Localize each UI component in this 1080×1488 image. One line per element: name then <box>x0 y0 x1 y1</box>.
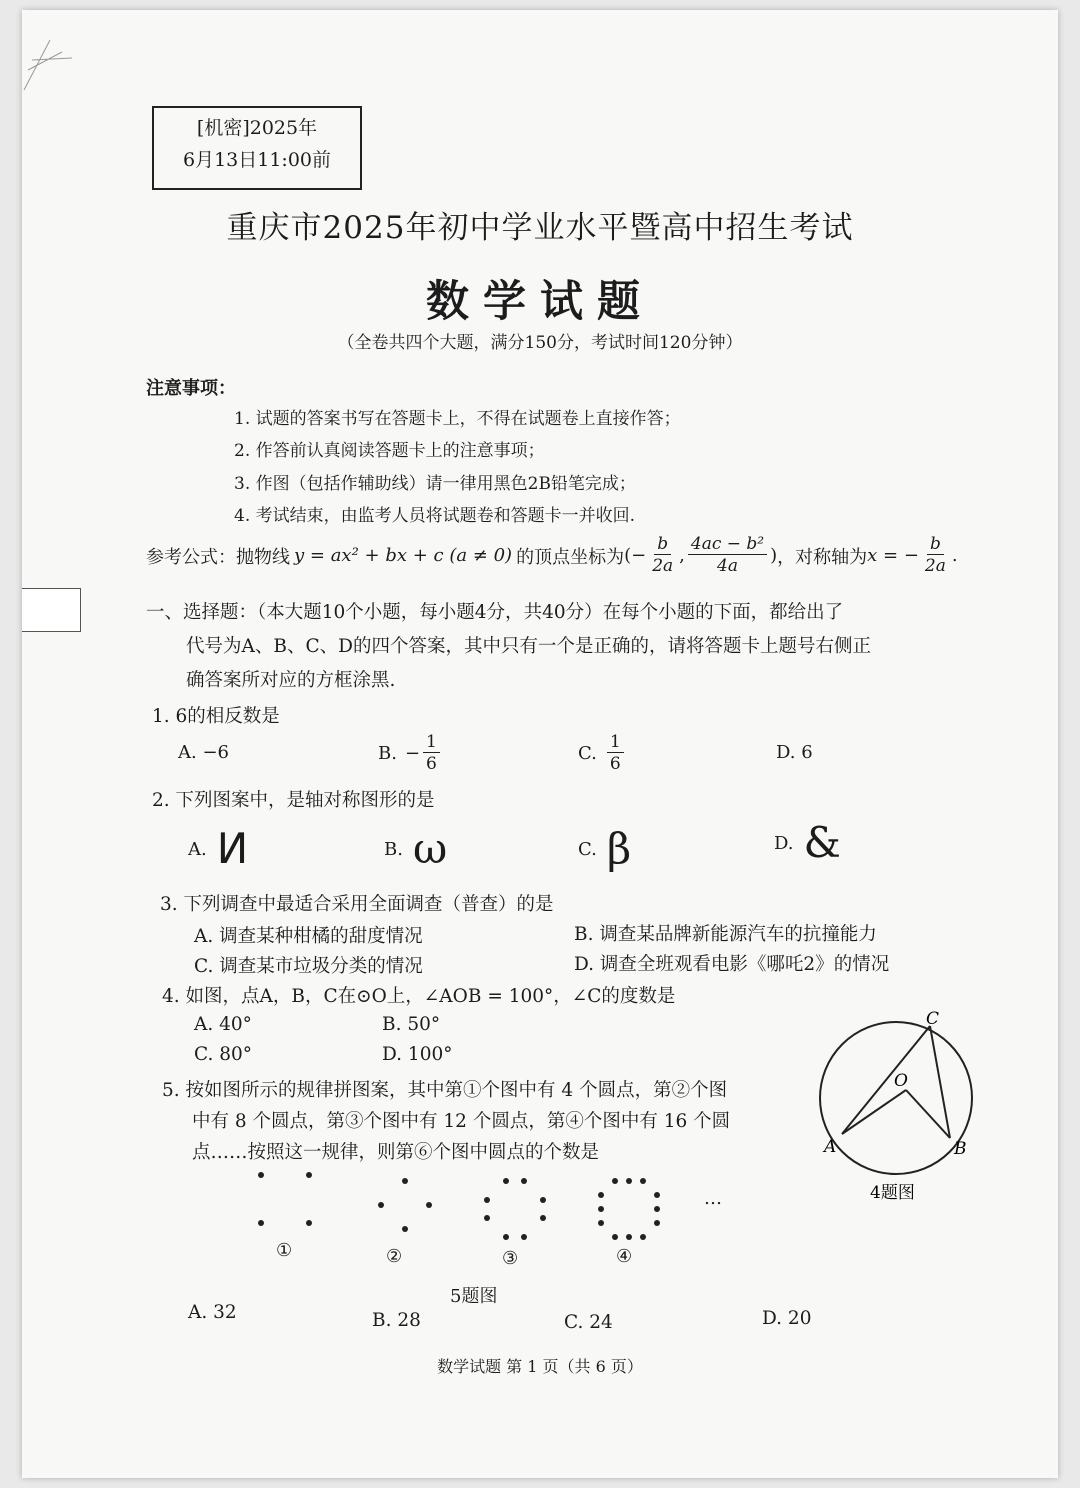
section-line: 代号为A、B、C、D的四个答案，其中只有一个是正确的，请将答题卡上题号右侧正 <box>186 636 871 657</box>
question-2-stem: 2. 下列图案中，是轴对称图形的是 <box>152 790 435 811</box>
side-tab <box>22 588 81 632</box>
fraction: $\frac{b}{2a}$ <box>652 534 674 576</box>
question-5-line1: 5. 按如图所示的规律拼图案，其中第①个图中有 4 个圆点，第②个图 <box>162 1080 728 1101</box>
pattern-dot <box>626 1234 632 1240</box>
segment-ao <box>842 1090 906 1134</box>
subject-title: 数学试题 <box>426 277 654 327</box>
pattern-dot <box>426 1202 432 1208</box>
label-o: O <box>894 1071 908 1091</box>
pattern-dot <box>306 1220 312 1226</box>
segment-ac <box>842 1026 930 1134</box>
q2-option-a: A. И <box>188 824 249 873</box>
fraction: $\frac{\text{4ac − b²}}{4a}$ <box>688 534 767 577</box>
pattern-dot <box>598 1206 604 1212</box>
q2-option-d: D. & <box>774 818 841 867</box>
pattern-dot <box>258 1172 264 1178</box>
pattern-dot <box>540 1215 546 1221</box>
pattern-dot <box>612 1234 618 1240</box>
q4-figure-caption: 4题图 <box>870 1183 915 1200</box>
q3-option-b: B. 调查某品牌新能源汽车的抗撞能力 <box>574 924 877 945</box>
q1-option-b: B. − $\frac{1}{6}$ <box>378 732 443 775</box>
note-item: 1. 试题的答案书写在答题卡上，不得在试题卷上直接作答； <box>234 409 681 429</box>
pattern-dot <box>402 1178 408 1184</box>
question-1-stem: 1. 6的相反数是 <box>152 706 280 727</box>
q1-option-d: D. 6 <box>776 742 813 763</box>
q5-ellipsis: … <box>704 1188 722 1209</box>
q5-figure-caption: 5题图 <box>450 1286 498 1307</box>
q5-fig-label-3: ③ <box>502 1248 519 1269</box>
q4-option-c: C. 80° <box>194 1044 253 1065</box>
glyph-beta: β <box>606 824 632 873</box>
q3-option-a: A. 调查某种柑橘的甜度情况 <box>194 926 423 947</box>
q1-option-a: A. −6 <box>178 742 229 763</box>
pattern-dot <box>654 1206 660 1212</box>
notes-heading: 注意事项： <box>146 378 236 399</box>
q5-fig-label-1: ① <box>276 1240 293 1261</box>
question-5-line3: 点……按照这一规律，则第⑥个图中圆点的个数是 <box>192 1142 600 1163</box>
pattern-dot <box>258 1220 264 1226</box>
formula-prefix: 参考公式：抛物线 <box>146 546 290 568</box>
note-item: 3. 作图（包括作辅助线）请一律用黑色2B铅笔完成； <box>234 474 636 494</box>
corner-scribble <box>22 30 82 100</box>
formula-axis-expr: x = − <box>867 545 919 566</box>
page-footer: 数学试题 第 1 页（共 6 页） <box>437 1357 643 1376</box>
pattern-dot <box>654 1192 660 1198</box>
pattern-dot <box>626 1178 632 1184</box>
note-item: 2. 作答前认真阅读答题卡上的注意事项； <box>234 441 545 461</box>
pattern-dot <box>521 1234 527 1240</box>
exam-scope: （全卷共四个大题，满分150分，考试时间120分钟） <box>337 333 743 353</box>
glyph-omega: ω <box>412 824 448 873</box>
confidential-line2: 6月13日11:00前 <box>182 149 332 171</box>
section-line: 确答案所对应的方框涂黑. <box>186 670 396 691</box>
q1-option-c: C. $\frac{1}{6}$ <box>578 732 627 775</box>
label-b: B <box>954 1139 967 1159</box>
label-c: C <box>926 1010 940 1029</box>
q4-option-a: A. 40° <box>194 1014 252 1035</box>
note-item: 4. 考试结束，由监考人员将试题卷和答题卡一并收回. <box>234 506 636 526</box>
section-line: 一、选择题：（本大题10个小题，每小题4分，共40分）在每个小题的下面，都给出了 <box>146 602 844 623</box>
q5-option-b: B. 28 <box>372 1310 421 1331</box>
question-3-stem: 3. 下列调查中最适合采用全面调查（普查）的是 <box>160 894 554 915</box>
q5-option-c: C. 24 <box>564 1312 613 1333</box>
pattern-dot <box>402 1226 408 1232</box>
confidential-line1: [机密]2025年 <box>196 117 318 139</box>
glyph-i-reversed: И <box>216 824 249 873</box>
formula-axis-text: ，对称轴为 <box>777 546 868 568</box>
pattern-dot <box>306 1172 312 1178</box>
confidential-box <box>152 106 362 190</box>
pattern-dot <box>654 1220 660 1226</box>
pattern-dot <box>503 1178 509 1184</box>
pattern-dot <box>598 1220 604 1226</box>
q5-fig-label-4: ④ <box>616 1246 633 1267</box>
pattern-dot <box>378 1202 384 1208</box>
label-a: A <box>824 1137 837 1157</box>
glyph-ampersand: & <box>803 818 841 867</box>
q2-option-c: C. β <box>578 824 632 873</box>
question-5-line2: 中有 8 个圆点，第③个图中有 12 个圆点，第④个图中有 16 个圆 <box>192 1111 731 1132</box>
q4-option-d: D. 100° <box>382 1044 453 1065</box>
q3-option-d: D. 调查全班观看电影《哪吒2》的情况 <box>574 954 890 975</box>
pattern-dot <box>640 1178 646 1184</box>
exam-page <box>22 10 1058 1478</box>
exam-title: 重庆市2025年初中学业水平暨高中招生考试 <box>226 210 854 246</box>
question-4-stem: 4. 如图，点A，B，C在⊙O上，∠AOB = 100°，∠C的度数是 <box>162 986 676 1007</box>
q5-fig-label-2: ② <box>386 1246 403 1267</box>
pattern-dot <box>521 1178 527 1184</box>
q3-option-c: C. 调查某市垃圾分类的情况 <box>194 956 423 977</box>
pattern-dot <box>612 1178 618 1184</box>
reference-formula: 参考公式：抛物线 y = ax² + bx + c (a ≠ 0) 的顶点坐标为 (− $\frac{b}{2a}$ , $\frac{\text{4ac − b²}}{4a}$ ) ，对称轴为 x = − $\frac{b}{2a}$ . <box>146 534 958 576</box>
fraction: $\frac{b}{2a}$ <box>924 534 946 576</box>
formula-mid: 的顶点坐标为 <box>516 546 625 568</box>
section-heading <box>146 596 986 698</box>
q5-option-a: A. 32 <box>188 1302 237 1323</box>
q4-option-b: B. 50° <box>382 1014 441 1035</box>
pattern-dot <box>503 1234 509 1240</box>
q2-option-b: B. ω <box>384 824 448 873</box>
pattern-dot <box>484 1215 490 1221</box>
q4-circle-figure <box>812 1010 992 1200</box>
pattern-dot <box>484 1197 490 1203</box>
formula-expr: y = ax² + bx + c (a ≠ 0) <box>294 545 513 566</box>
pattern-dot <box>640 1234 646 1240</box>
q5-option-d: D. 20 <box>762 1308 812 1329</box>
pattern-dot <box>540 1197 546 1203</box>
pattern-dot <box>598 1192 604 1198</box>
